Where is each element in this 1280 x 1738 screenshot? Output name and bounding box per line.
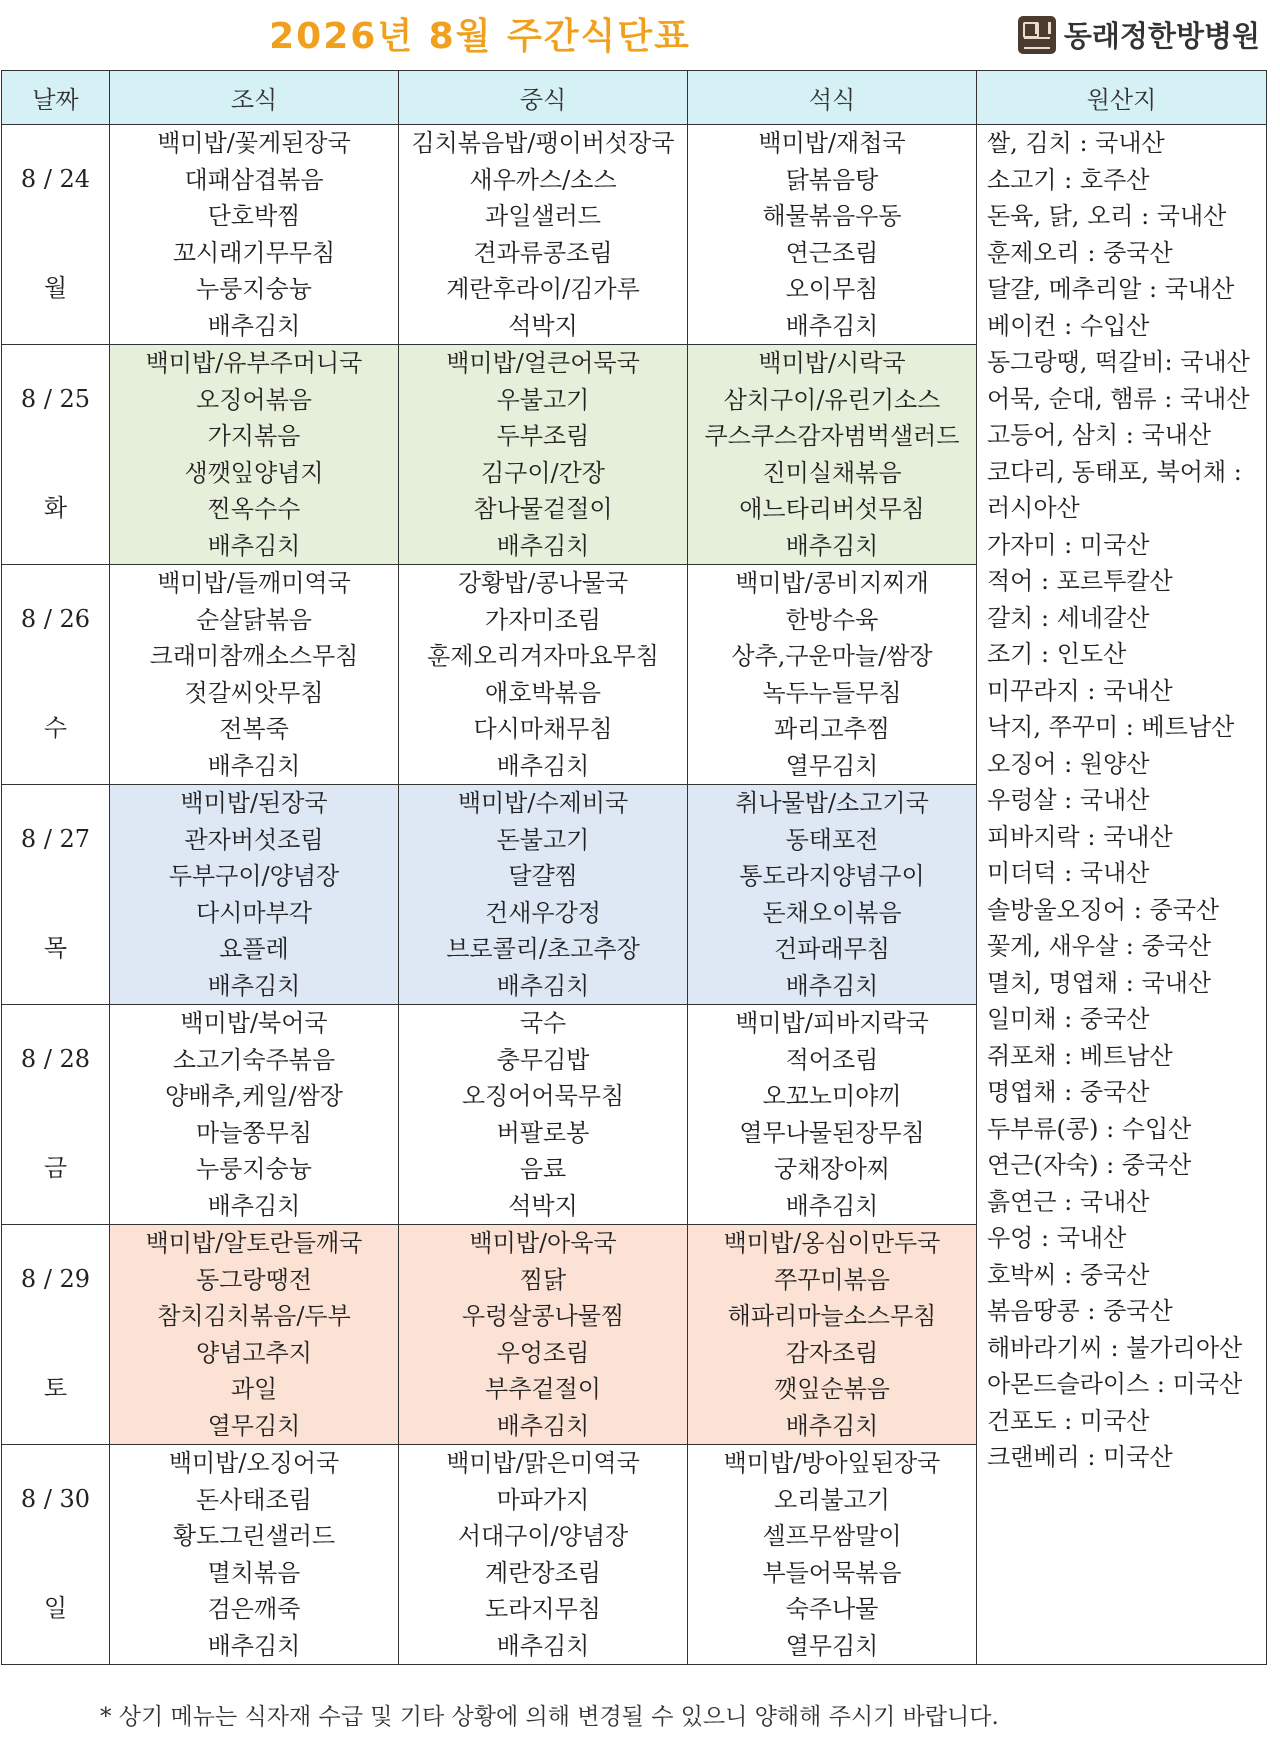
weekly-menu-table xyxy=(1,70,1267,1665)
brand-name: 동래정한방병원 xyxy=(1063,19,1260,53)
origin-item: 코다리, 동태포, 북어채 : xyxy=(987,457,1242,486)
menu-item: 돈채오이볶음 xyxy=(762,898,902,927)
menu-item: 배추김치 xyxy=(785,531,879,560)
menu-item: 부추겉절이 xyxy=(485,1375,601,1403)
origin-item: 미꾸라지 : 국내산 xyxy=(987,676,1173,705)
breakfast-cell xyxy=(110,565,399,785)
menu-item: 배추김치 xyxy=(785,971,879,1000)
menu-item: 연근조림 xyxy=(785,238,879,267)
origin-item: 가자미 : 미국산 xyxy=(987,530,1150,559)
menu-item: 백미밥/북어국 xyxy=(180,1009,328,1037)
menu-item: 양념고추지 xyxy=(196,1338,312,1367)
menu-item: 꼬시래기무무침 xyxy=(172,238,336,267)
day-weekday: 금 xyxy=(43,1154,68,1182)
menu-item: 닭볶음탕 xyxy=(785,165,879,194)
menu-item: 음료 xyxy=(519,1155,567,1183)
day-row xyxy=(2,125,1267,345)
origin-item: 꽃게, 새우살 : 중국산 xyxy=(987,932,1212,960)
brand xyxy=(1018,14,1260,55)
day-weekday: 수 xyxy=(43,714,68,742)
menu-item: 건새우강정 xyxy=(485,898,601,927)
breakfast-cell xyxy=(110,1445,399,1665)
breakfast-cell xyxy=(110,125,399,345)
menu-item: 녹두누들무침 xyxy=(762,678,902,707)
menu-item: 다시마부각 xyxy=(196,898,312,927)
menu-item: 생깻잎양념지 xyxy=(184,458,324,487)
menu-item: 건파래무침 xyxy=(774,935,890,963)
origin-item: 쌀, 김치 : 국내산 xyxy=(987,129,1165,157)
origin-item: 호박씨 : 중국산 xyxy=(987,1260,1150,1289)
menu-item: 백미밥/맑은미역국 xyxy=(446,1449,640,1477)
origin-item: 어묵, 순대, 햄류 : 국내산 xyxy=(987,384,1250,413)
menu-item: 참치김치볶음/두부 xyxy=(157,1302,351,1330)
header-date: 날짜 xyxy=(2,71,110,125)
header-origin: 원산지 xyxy=(977,71,1267,125)
menu-item: 배추김치 xyxy=(207,751,301,780)
menu-item: 꽈리고추찜 xyxy=(774,715,890,743)
menu-item: 적어조림 xyxy=(785,1045,879,1074)
header-breakfast: 조식 xyxy=(110,71,399,125)
header-row xyxy=(2,71,1267,125)
menu-item: 서대구이/양념장 xyxy=(457,1522,629,1550)
day-date: 8 / 28 xyxy=(20,1045,91,1073)
day-cell xyxy=(2,565,110,785)
menu-item: 배추김치 xyxy=(207,311,301,340)
menu-item: 백미밥/유부주머니국 xyxy=(145,349,363,377)
menu-item: 누룽지숭늉 xyxy=(196,275,312,303)
origin-item: 미더덕 : 국내산 xyxy=(987,859,1150,887)
menu-item: 배추김치 xyxy=(207,1631,301,1660)
menu-item: 돈사태조림 xyxy=(196,1485,312,1514)
menu-item: 소고기숙주볶음 xyxy=(172,1045,336,1074)
menu-body xyxy=(2,125,1267,1665)
hospital-seal-logo xyxy=(1018,16,1056,54)
menu-item: 백미밥/수제비국 xyxy=(457,789,629,817)
origin-item: 훈제오리 : 중국산 xyxy=(987,238,1173,267)
footnote: * 상기 메뉴는 식자재 수급 및 기타 상황에 의해 변경될 수 있으니 양해해 주시기 바랍니다. xyxy=(100,1704,999,1730)
origin-item: 소고기 : 호주산 xyxy=(987,165,1150,194)
menu-item: 다시마채무침 xyxy=(473,715,613,743)
menu-item: 열무김치 xyxy=(785,751,879,780)
menu-item: 오징어볶음 xyxy=(196,385,312,414)
menu-item: 백미밥/꽃게된장국 xyxy=(157,129,351,157)
page-title: 2026년 8월 주간식단표 xyxy=(269,16,691,57)
dinner-cell xyxy=(688,345,977,565)
origin-cell xyxy=(977,125,1267,1665)
day-weekday: 목 xyxy=(43,934,68,962)
menu-item: 참나물겉절이 xyxy=(473,495,613,523)
origin-item: 아몬드슬라이스 : 미국산 xyxy=(987,1370,1243,1398)
menu-item: 요플레 xyxy=(219,935,289,963)
dinner-cell xyxy=(688,1445,977,1665)
menu-item: 브로콜리/초고추장 xyxy=(446,935,640,963)
origin-item: 달걀, 메추리알 : 국내산 xyxy=(987,275,1235,303)
menu-item: 애느타리버섯무침 xyxy=(739,495,925,523)
menu-item: 열무나물된장무침 xyxy=(739,1118,925,1147)
menu-item: 단호박찜 xyxy=(207,202,301,230)
menu-item: 젓갈씨앗무침 xyxy=(184,678,324,707)
lunch-cell xyxy=(399,565,688,785)
lunch-cell xyxy=(399,1445,688,1665)
menu-item: 해물볶음우동 xyxy=(762,202,902,230)
menu-item: 백미밥/시락국 xyxy=(758,349,906,377)
menu-item: 배추김치 xyxy=(496,751,590,780)
origin-item: 오징어 : 원양산 xyxy=(987,749,1150,778)
day-date: 8 / 25 xyxy=(20,385,91,413)
menu-item: 과일 xyxy=(230,1375,278,1403)
origin-item: 볶음땅콩 : 중국산 xyxy=(987,1297,1173,1325)
origin-item: 피바지락 : 국내산 xyxy=(987,822,1173,851)
menu-item: 석박지 xyxy=(508,311,578,340)
menu-item: 충무김밥 xyxy=(496,1045,590,1074)
breakfast-cell xyxy=(110,1005,399,1225)
menu-item: 배추김치 xyxy=(207,1191,301,1220)
menu-item: 관자버섯조림 xyxy=(184,825,324,854)
origin-item: 갈치 : 세네갈산 xyxy=(987,603,1150,632)
menu-item: 누룽지숭늉 xyxy=(196,1155,312,1183)
header-dinner: 석식 xyxy=(688,71,977,125)
origin-item: 러시아산 xyxy=(987,494,1080,522)
origin-item: 명엽채 : 중국산 xyxy=(987,1078,1150,1106)
day-date: 8 / 29 xyxy=(20,1265,91,1293)
menu-item: 황도그린샐러드 xyxy=(172,1522,336,1550)
menu-item: 멸치볶음 xyxy=(207,1558,301,1587)
day-date: 8 / 24 xyxy=(20,165,91,193)
dinner-cell xyxy=(688,785,977,1005)
day-weekday: 화 xyxy=(43,494,68,522)
menu-item: 백미밥/방아잎된장국 xyxy=(723,1449,941,1477)
menu-item: 백미밥/들깨미역국 xyxy=(157,569,351,597)
menu-item: 궁채장아찌 xyxy=(774,1155,890,1183)
menu-item: 해파리마늘소스무침 xyxy=(727,1302,937,1330)
menu-item: 우렁살콩나물찜 xyxy=(461,1302,625,1330)
menu-item: 전복죽 xyxy=(219,715,289,743)
menu-item: 오리불고기 xyxy=(774,1485,890,1514)
menu-item: 김구이/간장 xyxy=(480,458,605,487)
menu-item: 숙주나물 xyxy=(785,1595,879,1623)
menu-item: 배추김치 xyxy=(496,531,590,560)
menu-item: 상추,구운마늘/쌈장 xyxy=(731,642,933,670)
menu-item: 배추김치 xyxy=(496,1631,590,1660)
breakfast-cell xyxy=(110,1225,399,1445)
dinner-cell xyxy=(688,125,977,345)
day-date: 8 / 27 xyxy=(20,825,91,853)
origin-item: 적어 : 포르투칼산 xyxy=(987,567,1173,595)
lunch-cell xyxy=(399,125,688,345)
menu-item: 감자조림 xyxy=(785,1338,879,1367)
menu-item: 계란후라이/김가루 xyxy=(446,275,640,303)
day-weekday: 일 xyxy=(43,1594,68,1622)
menu-item: 달걀찜 xyxy=(508,862,578,890)
menu-item: 한방수육 xyxy=(785,605,879,634)
menu-item: 배추김치 xyxy=(785,1191,879,1220)
menu-item: 백미밥/아욱국 xyxy=(469,1229,617,1257)
origin-item: 일미채 : 중국산 xyxy=(987,1005,1150,1033)
menu-item: 김치볶음밥/팽이버섯장국 xyxy=(411,129,675,157)
origin-item: 해바라기씨 : 불가리아산 xyxy=(987,1333,1243,1362)
menu-item: 오이무침 xyxy=(785,275,879,303)
origin-item: 낙지, 쭈꾸미 : 베트남산 xyxy=(987,713,1235,741)
lunch-cell xyxy=(399,1225,688,1445)
menu-item: 찐옥수수 xyxy=(207,495,301,523)
menu-item: 셀프무쌈말이 xyxy=(762,1522,902,1550)
menu-item: 쿠스쿠스감자범벅샐러드 xyxy=(704,422,960,450)
menu-item: 통도라지양념구이 xyxy=(739,862,925,890)
menu-item: 백미밥/얼큰어묵국 xyxy=(446,349,640,377)
dinner-cell xyxy=(688,565,977,785)
menu-item: 버팔로봉 xyxy=(496,1118,590,1147)
menu-item: 백미밥/된장국 xyxy=(180,789,328,817)
menu-item: 견과류콩조림 xyxy=(473,238,613,267)
day-cell xyxy=(2,785,110,1005)
menu-item: 배추김치 xyxy=(496,1411,590,1440)
menu-item: 배추김치 xyxy=(496,971,590,1000)
origin-item: 두부류(콩) : 수입산 xyxy=(987,1114,1192,1143)
lunch-cell xyxy=(399,785,688,1005)
day-weekday: 월 xyxy=(43,274,68,302)
menu-item: 강황밥/콩나물국 xyxy=(457,569,629,597)
day-cell xyxy=(2,1005,110,1225)
menu-item: 열무김치 xyxy=(785,1631,879,1660)
menu-item: 배추김치 xyxy=(207,971,301,1000)
origin-item: 쥐포채 : 베트남산 xyxy=(987,1041,1173,1070)
origin-item: 멸치, 명엽채 : 국내산 xyxy=(987,968,1212,997)
menu-item: 우불고기 xyxy=(496,385,590,414)
menu-item: 배추김치 xyxy=(207,531,301,560)
menu-item: 백미밥/옹심이만두국 xyxy=(723,1229,941,1257)
menu-item: 가지볶음 xyxy=(207,422,301,450)
menu-item: 가자미조림 xyxy=(485,605,601,634)
origin-item: 베이컨 : 수입산 xyxy=(987,311,1150,340)
day-cell xyxy=(2,1225,110,1445)
menu-item: 찜닭 xyxy=(519,1265,567,1294)
origin-item: 동그랑땡, 떡갈비: 국내산 xyxy=(987,348,1250,376)
menu-item: 훈제오리겨자마요무침 xyxy=(427,642,659,670)
origin-item: 조기 : 인도산 xyxy=(987,640,1127,668)
origin-item: 우엉 : 국내산 xyxy=(987,1224,1127,1252)
menu-item: 동태포전 xyxy=(785,825,879,854)
menu-item: 오징어어묵무침 xyxy=(461,1082,625,1110)
menu-item: 애호박볶음 xyxy=(485,678,601,707)
menu-item: 진미실채볶음 xyxy=(762,458,902,487)
menu-item: 마파가지 xyxy=(496,1485,590,1514)
lunch-cell xyxy=(399,1005,688,1225)
menu-item: 대패삼겹볶음 xyxy=(184,165,324,194)
breakfast-cell xyxy=(110,345,399,565)
day-date: 8 / 30 xyxy=(20,1485,91,1513)
menu-item: 깻잎순볶음 xyxy=(774,1375,890,1403)
menu-item: 우엉조림 xyxy=(496,1338,590,1367)
menu-item: 양배추,케일/쌈장 xyxy=(164,1082,343,1110)
breakfast-cell xyxy=(110,785,399,1005)
origin-item: 건포도 : 미국산 xyxy=(987,1406,1150,1435)
menu-item: 석박지 xyxy=(508,1191,578,1220)
menu-item: 두부구이/양념장 xyxy=(168,862,340,890)
dinner-cell xyxy=(688,1225,977,1445)
menu-item: 동그랑땡전 xyxy=(196,1265,312,1294)
menu-item: 열무김치 xyxy=(207,1411,301,1440)
origin-item: 돈육, 닭, 오리 : 국내산 xyxy=(987,202,1227,230)
menu-item: 백미밥/재첩국 xyxy=(758,129,906,157)
menu-item: 배추김치 xyxy=(785,311,879,340)
origin-item: 우렁살 : 국내산 xyxy=(987,786,1150,814)
day-cell xyxy=(2,125,110,345)
menu-item: 계란장조림 xyxy=(485,1558,601,1587)
menu-item: 도라지무침 xyxy=(485,1595,601,1623)
day-cell xyxy=(2,345,110,565)
day-date: 8 / 26 xyxy=(20,605,91,633)
menu-item: 순살닭볶음 xyxy=(196,605,312,634)
menu-item: 마늘쫑무침 xyxy=(196,1118,312,1147)
menu-item: 크래미참깨소스무침 xyxy=(149,642,359,670)
menu-item: 백미밥/피바지락국 xyxy=(735,1009,929,1037)
header-lunch: 중식 xyxy=(399,71,688,125)
origin-item: 크랜베리 : 미국산 xyxy=(987,1443,1173,1471)
origin-item: 흙연근 : 국내산 xyxy=(987,1187,1150,1216)
menu-item: 취나물밥/소고기국 xyxy=(735,789,929,817)
lunch-cell xyxy=(399,345,688,565)
menu-item: 과일샐러드 xyxy=(485,202,601,230)
menu-item: 부들어묵볶음 xyxy=(762,1558,902,1587)
day-cell xyxy=(2,1445,110,1665)
menu-item: 새우까스/소스 xyxy=(469,165,617,194)
menu-item: 삼치구이/유린기소스 xyxy=(723,385,941,414)
dinner-cell xyxy=(688,1005,977,1225)
day-weekday: 토 xyxy=(43,1374,68,1402)
menu-item: 백미밥/오징어국 xyxy=(168,1449,340,1477)
menu-item: 백미밥/알토란들깨국 xyxy=(145,1229,363,1257)
menu-item: 배추김치 xyxy=(785,1411,879,1440)
menu-item: 돈불고기 xyxy=(496,825,590,854)
origin-item: 고등어, 삼치 : 국내산 xyxy=(987,421,1212,449)
menu-item: 검은깨죽 xyxy=(207,1595,301,1623)
menu-item: 두부조림 xyxy=(496,422,590,450)
menu-item: 국수 xyxy=(519,1009,567,1037)
menu-item: 오꼬노미야끼 xyxy=(762,1082,902,1110)
origin-item: 연근(자숙) : 중국산 xyxy=(987,1151,1192,1179)
origin-item: 솔방울오징어 : 중국산 xyxy=(987,895,1219,924)
menu-item: 백미밥/콩비지찌개 xyxy=(735,569,929,597)
menu-item: 쭈꾸미볶음 xyxy=(774,1265,890,1294)
